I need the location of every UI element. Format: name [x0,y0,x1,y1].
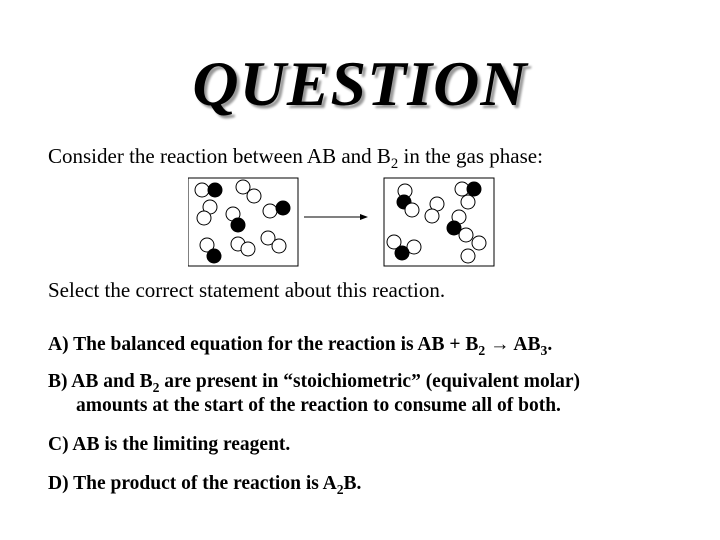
atom-a [207,249,221,263]
reaction-diagram [188,176,498,268]
atom-a [208,183,222,197]
atom-a [276,201,290,215]
atom-b [247,189,261,203]
atom-b [461,195,475,209]
atom-a [467,182,481,196]
atom-b [405,203,419,217]
atom-b [461,249,475,263]
atom-b [263,204,277,218]
products-box [384,178,494,266]
question-prompt: Select the correct statement about this reaction. [48,278,446,302]
option-d[interactable]: D) The product of the reaction is $A_2B$. [48,473,362,497]
atom-a [395,246,409,260]
question-intro: Consider the reaction between AB and $B_2$ in the gas phase: [48,144,543,173]
option-b[interactable]: B) AB and $B_2$ are present in “stoichiometric” (equivalent molar) amounts at the start of the reaction to consume all of both. [48,371,581,416]
atom-b [241,242,255,256]
right-arrow-icon [304,214,368,220]
option-b-line2: amounts at the start of the reaction to consume all of both. [76,394,561,416]
atom-b [459,228,473,242]
atom-b [195,183,209,197]
page-title: QUESTION [192,48,528,119]
atom-b [472,236,486,250]
atom-a [231,218,245,232]
atom-b [197,211,211,225]
atom-b [425,209,439,223]
option-a[interactable]: A) The balanced equation for the reaction is AB + $B_2 \to AB_3$. [48,334,553,358]
atom-b [272,239,286,253]
reactants-box [188,178,298,266]
option-c[interactable]: C) AB is the limiting reagent. [48,434,291,455]
